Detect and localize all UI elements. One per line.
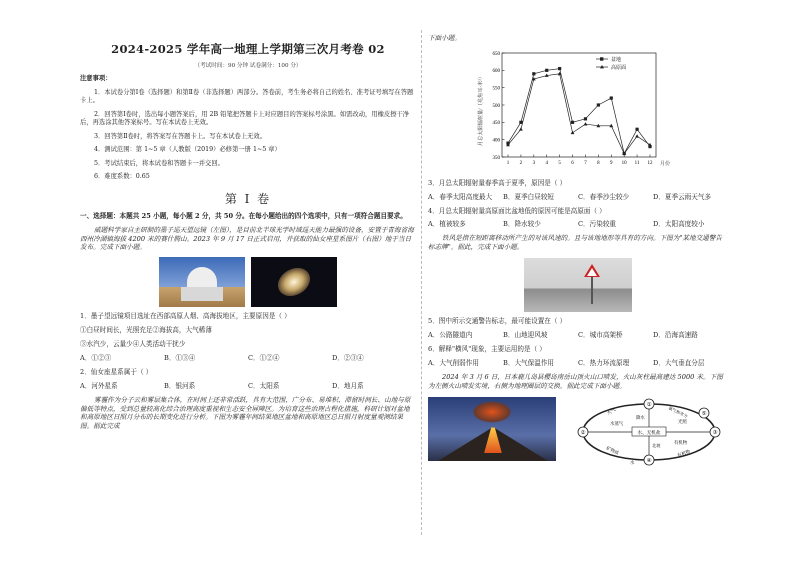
option-d[interactable]: D．②③④ (332, 353, 364, 362)
x-tick-label: 6 (571, 160, 574, 166)
column-divider (421, 30, 422, 535)
option-a[interactable]: A．河外星系 (80, 381, 118, 390)
x-tick-label: 3 (532, 160, 536, 166)
question-1-line: ①白昼时间长，光照充足②海拔高，大气稀薄 (80, 326, 212, 335)
cycle-label: 水蒸气 (610, 421, 624, 427)
note-item: 3．回答第Ⅱ卷时，将答案写在答题卡上。写在本试卷上无效。 (94, 132, 267, 140)
cycle-label: 氧气和水分 (667, 405, 689, 420)
x-tick-label: 12 (647, 160, 653, 166)
passage-crosswind: 铁风是指在短距离移动所产生的对该风速的。且与该地地形等具有的方向。下图为"某地交通警告标志牌"。据此，完成下面小题。 (428, 234, 722, 252)
option-d[interactable]: D．太阳高度较小 (653, 220, 705, 229)
section-intro: 一、选择题：本题共 25 小题，每小题 2 分，共 50 分。在每小题给出的四个选项中，只有一项符合题目要求。 (80, 211, 407, 220)
option-b[interactable]: B．山地迎风坡 (503, 331, 548, 340)
galaxy-image (251, 257, 337, 307)
telescope-photos (80, 257, 416, 307)
exam-title: 2024-2025 学年高一地理上学期第三次月考卷 02 (111, 42, 385, 56)
option-d[interactable]: D．夏季云雨天气多 (653, 192, 712, 201)
radiation-chart-svg (468, 49, 671, 171)
svg-text:②: ② (580, 430, 586, 437)
option-c[interactable]: C．城市高架桥 (578, 331, 623, 340)
x-tick-label: 5 (558, 160, 561, 166)
data-point-square (558, 67, 561, 70)
question-5-stem: 5．图中所示交通警告标志，最可能设置在（ ） (428, 317, 567, 326)
question-1-line: ③水汽少，云量少④人类活动干扰少 (80, 340, 186, 349)
chart-legend (596, 56, 626, 71)
cycle-node-5 (699, 408, 709, 418)
sign-pole (591, 274, 593, 304)
svg-text:⑤: ⑤ (701, 411, 707, 418)
cycle-label: 北坡 (652, 443, 661, 449)
question-5-options (428, 331, 728, 340)
cycle-label: 有机物 (674, 440, 688, 446)
x-tick-label: 9 (610, 160, 613, 166)
cycle-label: 大气 (606, 407, 617, 417)
legend-series-1: 盆地 (611, 57, 622, 63)
data-point-square (597, 103, 600, 106)
cycle-label: 水 (630, 460, 635, 466)
observatory-image (159, 257, 245, 307)
building-shape (181, 287, 223, 301)
cycle-label: 水、无机盐 (637, 430, 661, 436)
passage-telescope: 威题科学家自主研制的墨子巡天望远镜（左图），是目前北半球光学时域巡天能力最强的设备，安置于青海省海西州冷湖镇海拔 4200 米的赛什腾山。2023 年 9 月 17 日正式启用，并获取的仙女座星系图片（右图）地于当日发布。完成下面小题。 (80, 225, 414, 252)
y-tick-label: 350 (492, 155, 500, 161)
series-line-1 (508, 68, 650, 153)
x-tick-label: 8 (597, 160, 600, 166)
cycle-label: 有机物 (676, 449, 691, 459)
y-tick-label: 450 (492, 121, 500, 127)
radiation-chart (468, 49, 728, 174)
x-unit-label: 月份 (660, 161, 671, 167)
option-b[interactable]: B．夏季白昼较短 (503, 192, 555, 201)
crosswind-sign-image (524, 258, 632, 312)
y-tick-label: 650 (492, 51, 500, 57)
exam-subtitle: （考试时间：90 分钟 试卷满分：100 分） (194, 62, 302, 69)
option-d[interactable]: D．沿海高速路 (653, 331, 698, 340)
ash-plume (472, 401, 512, 423)
option-b[interactable]: B．大气保温作用 (503, 358, 555, 367)
galaxy-core (273, 263, 315, 303)
y-tick-label: 400 (492, 138, 500, 144)
x-tick-label: 2 (519, 160, 523, 166)
question-1-stem: 1．墨子望远镜项目选址在西部高原人烟、高海拔地区，主要原因是（ ） (80, 312, 291, 321)
option-a[interactable]: A．大气削弱作用 (428, 358, 479, 367)
volcano-figures (428, 397, 728, 467)
data-point-triangle (519, 127, 523, 130)
note-item: 4．测试范围：第 1~5 章（人教版（2019）必修第一册 1~5 章） (94, 146, 281, 154)
question-2-stem: 2．仙女座星系属于（ ） (80, 367, 153, 376)
series-line-2 (508, 74, 650, 154)
question-4-options (428, 220, 728, 229)
y-axis-label: 月总太阳辐射量/（兆焦耳·米²） (478, 73, 484, 146)
svg-text:④: ④ (646, 458, 652, 465)
notes-heading: 注意事项： (80, 75, 112, 83)
x-tick-label: 1 (506, 160, 510, 166)
option-b[interactable]: B．①③④ (164, 353, 196, 362)
option-a[interactable]: A．①②③ (80, 353, 112, 362)
option-c[interactable]: C．太阳系 (248, 381, 280, 390)
note-item: 5．考试结束后，将本试卷和答题卡一并交回。 (94, 159, 224, 167)
y-tick-label: 550 (492, 86, 500, 92)
option-c[interactable]: C．春季沙尘较少 (578, 192, 630, 201)
cycle-node-1 (644, 399, 654, 409)
question-4-stem: 4．月总太阳辐射量高原面比盆地低的原因可能是高原面（ ） (428, 206, 606, 215)
section-title: 第 I 卷 (224, 191, 272, 206)
question-1-options (80, 354, 416, 363)
option-b[interactable]: B．降水较少 (503, 220, 541, 229)
x-tick-label: 4 (545, 160, 548, 166)
sphere-cycle-diagram (570, 397, 728, 467)
data-point-triangle (571, 131, 575, 134)
dome-shape (187, 267, 217, 289)
data-point-square (519, 121, 522, 124)
left-column (80, 34, 416, 431)
option-a[interactable]: A．植被较多 (428, 220, 466, 229)
option-c[interactable]: C．①②④ (248, 353, 280, 362)
data-point-triangle (584, 122, 588, 125)
x-tick-label: 10 (621, 160, 627, 166)
note-item: 2．回答第Ⅰ卷时，选出每小题答案后，用 2B 铅笔把答题卡上对应题目的答案标号涂黑。如需改动，用橡皮擦干净后，再选涂其他答案标号。写在本试卷上无效。 (80, 110, 410, 127)
data-point-square (635, 128, 638, 131)
warning-sign-inner (587, 268, 597, 276)
option-a[interactable]: A．公路隧道内 (428, 331, 473, 340)
right-intro: 下面小题。 (428, 34, 461, 42)
option-d[interactable]: D．大气垂直分层 (653, 358, 705, 367)
data-point-square (545, 69, 548, 72)
question-3-options (428, 193, 728, 202)
data-point-square (532, 72, 535, 75)
option-d[interactable]: D．地月系 (332, 381, 364, 390)
option-c[interactable]: C．污染较重 (578, 220, 617, 229)
question-3-stem: 3．月总太阳辐射量春季高于夏季，原因是（ ） (428, 178, 567, 187)
question-6-stem: 6．解释"横风"现象，主要运用的是（ ） (428, 344, 546, 353)
passage-radiation: 雾霾作为分子云和雾层集合体，在时间上还非常活跃，具有大范围、广分布、易堆积、滞留时间长、山地与原偏低等特点，受到总量较高化综合治理高度重视和生态安全屏障区。为培育这些治理古程化措施，科研计划对盆地和高原地区日照月分布的长期变化进行分析。下图为雾霾年间结果地区盆地和高原地区总日照月射度量观测结果图。据此完成 (80, 395, 411, 431)
data-point-triangle (635, 134, 639, 137)
x-tick-label: 7 (584, 160, 587, 166)
cycle-label: 光照 (678, 419, 687, 425)
cycle-node-3 (710, 427, 720, 437)
question-2-options (80, 382, 416, 391)
option-a[interactable]: A．春季太阳高度最大 (428, 192, 493, 201)
cycle-label: 矿物质 (605, 445, 620, 456)
y-tick-label: 500 (492, 103, 500, 109)
legend-series-2: 高原面 (611, 65, 627, 71)
passage-volcano: 2024 年 3 月 6 日，日本鹿儿岛县樱岛南岳山顶火山口喷发，火山灰柱最高建达 5000 米。下图为左侧火山喷发实境，右侧为地理圈层的交换。据此完成下面小题。 (428, 372, 723, 390)
option-b[interactable]: B．银河系 (164, 381, 196, 390)
option-c[interactable]: C．热力环流原理 (578, 358, 630, 367)
right-column (428, 34, 728, 467)
svg-text:①: ① (646, 402, 652, 409)
volcano-image (428, 397, 556, 461)
cycle-label: 降水 (636, 415, 645, 421)
cycle-node-2 (578, 427, 588, 437)
data-point-square (571, 121, 574, 124)
data-point-square (610, 96, 613, 99)
svg-text:③: ③ (712, 430, 718, 437)
cycle-node-4 (644, 455, 654, 465)
note-item: 1．本试卷分第Ⅰ卷（选择题）和第Ⅱ卷（非选择题）两部分。答卷前，考生务必将自己的姓名、准考证号填写在答题卡上。 (80, 88, 414, 105)
y-tick-label: 600 (492, 69, 500, 75)
note-item: 6．难度系数：0.65 (94, 173, 150, 181)
x-tick-label: 11 (634, 160, 640, 166)
question-6-options (428, 359, 728, 368)
data-point-square (584, 117, 587, 120)
